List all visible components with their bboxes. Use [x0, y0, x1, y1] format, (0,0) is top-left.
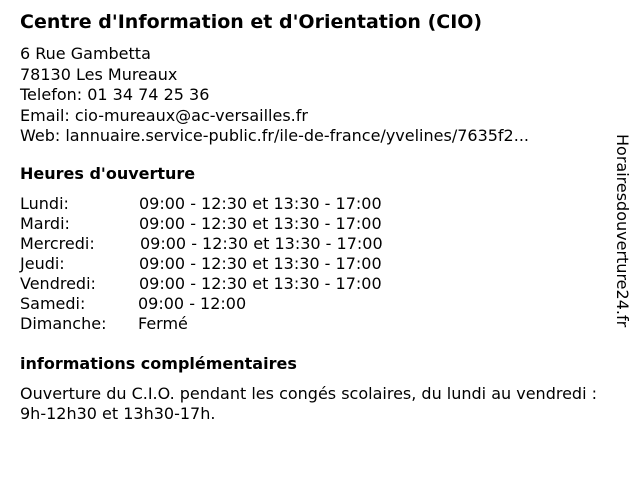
city-address: 78130 Les Mureaux: [20, 64, 178, 84]
day-label: Mercredi:: [20, 234, 95, 253]
info-heading: informations complémentaires: [20, 354, 297, 373]
phone-number: Telefon: 01 34 74 25 36: [20, 85, 210, 104]
info-text: Ouverture du C.I.O. pendant les congés scolaires, du lundi au vendredi : 9h-12h30 et 13h30-17h.: [20, 384, 597, 423]
time-value: 09:00 - 12:30 et 13:30 - 17:00: [139, 194, 382, 213]
website-url: Web: lannuaire.service-public.fr/ile-de-france/yvelines/7635f2...: [20, 126, 529, 145]
page-title: Centre d'Information et d'Orientation (CIO): [20, 11, 483, 33]
hours-row-sunday: [20, 314, 440, 334]
hours-table: [20, 194, 440, 334]
hours-row-saturday: [20, 294, 440, 314]
time-value: 09:00 - 12:30 et 13:30 - 17:00: [139, 274, 382, 293]
time-value: 09:00 - 12:30 et 13:30 - 17:00: [139, 214, 382, 233]
day-label: Vendredi:: [20, 274, 96, 293]
hours-row-tuesday: [20, 214, 440, 234]
hours-row-wednesday: [20, 234, 440, 254]
hours-row-thursday: [20, 254, 440, 274]
time-value: Fermé: [138, 314, 188, 333]
street-address: 6 Rue Gambetta: [20, 44, 151, 63]
day-label: Lundi:: [20, 194, 69, 213]
email-address: Email: cio-mureaux@ac-versailles.fr: [20, 105, 308, 125]
hours-row-monday: [20, 194, 440, 214]
time-value: 09:00 - 12:30 et 13:30 - 17:00: [139, 254, 382, 273]
day-label: Jeudi:: [20, 254, 65, 273]
day-label: Samedi:: [20, 294, 86, 313]
day-label: Mardi:: [20, 214, 70, 233]
day-label: Dimanche:: [20, 314, 107, 333]
site-brand-watermark: Horairesdouverture24.fr: [613, 134, 632, 328]
hours-row-friday: [20, 274, 440, 294]
time-value: 09:00 - 12:00: [138, 294, 247, 313]
hours-heading: Heures d'ouverture: [20, 164, 196, 183]
address-block: [20, 44, 529, 147]
time-value: 09:00 - 12:30 et 13:30 - 17:00: [140, 234, 383, 253]
